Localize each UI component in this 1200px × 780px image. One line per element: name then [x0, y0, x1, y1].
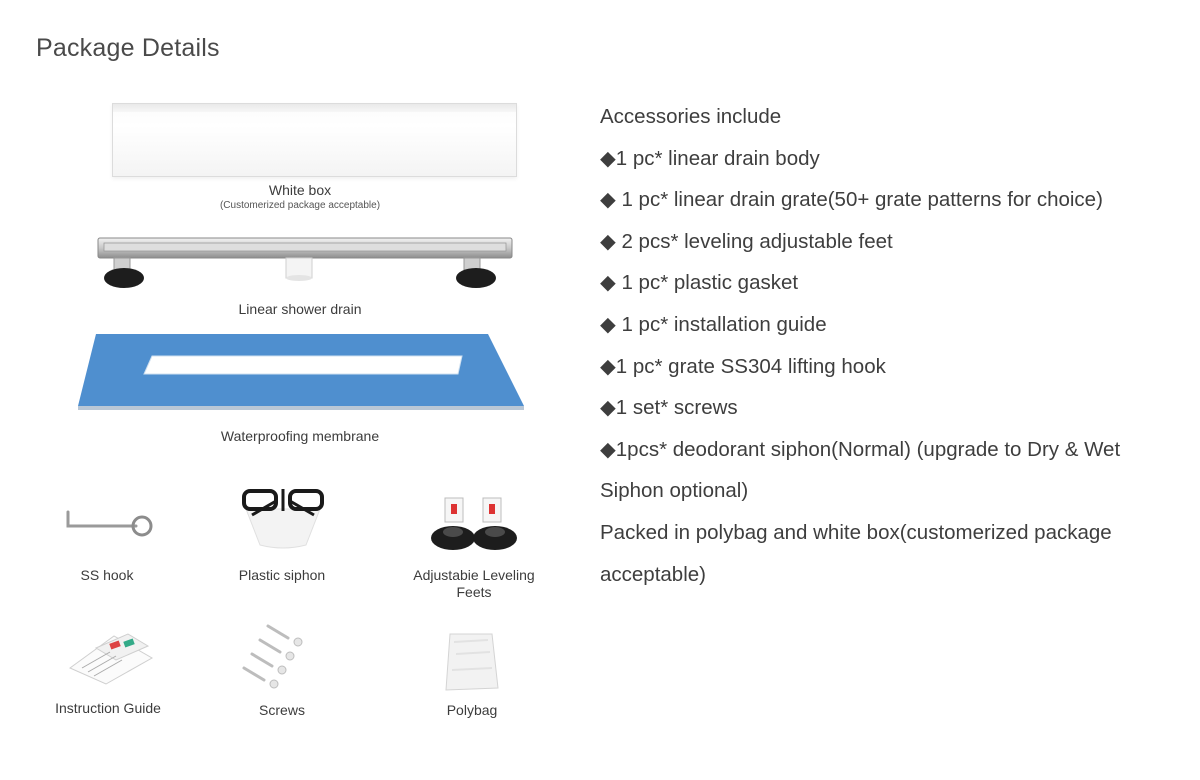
accessory-line: ◆1pcs* deodorant siphon(Normal) (upgrade to Dry & Wet Siphon optional): [600, 437, 1121, 503]
ss-hook-icon: [62, 508, 158, 548]
accessory-line: ◆1 pc* linear drain body: [600, 146, 820, 170]
instruction-guide-icon: [66, 628, 156, 686]
accessory-line: ◆ 1 pc* installation guide: [600, 312, 827, 336]
leveling-feet-label: Adjustabie Leveling Feets: [413, 567, 535, 600]
plastic-siphon-icon: [236, 485, 330, 551]
accessory-line: ◆ 1 pc* plastic gasket: [600, 271, 799, 295]
instruction-guide-label: Instruction Guide: [55, 700, 161, 716]
page-title: Package Details: [36, 34, 220, 62]
drain-label: Linear shower drain: [238, 301, 362, 317]
polybag-label: Polybag: [446, 702, 498, 718]
white-box-label: White box: [268, 182, 332, 198]
screws-icon: [238, 620, 328, 690]
linear-drain-image: [96, 232, 516, 294]
accessory-line: ◆1 set* screws: [600, 396, 738, 420]
polybag-icon: [440, 630, 502, 694]
accessories-heading: Accessories include: [600, 105, 782, 128]
leveling-feet-icon: [423, 494, 527, 556]
white-box-sublabel: (Customerized package acceptable): [219, 200, 381, 211]
accessory-line: ◆ 1 pc* linear drain grate(50+ grate patterns for choice): [600, 188, 1103, 212]
packing-note: Packed in polybag and white box(customerized package acceptable): [600, 520, 1112, 586]
accessory-line: ◆ 2 pcs* leveling adjustable feet: [600, 229, 893, 253]
white-box-image: [112, 103, 517, 177]
accessory-line: ◆1 pc* grate SS304 lifting hook: [600, 354, 886, 378]
plastic-siphon-label: Plastic siphon: [238, 567, 326, 583]
screws-label: Screws: [259, 702, 305, 718]
membrane-image: [74, 330, 529, 420]
ss-hook-label: SS hook: [80, 567, 134, 583]
membrane-label: Waterproofing membrane: [220, 428, 380, 444]
accessories-list: [600, 96, 1170, 595]
